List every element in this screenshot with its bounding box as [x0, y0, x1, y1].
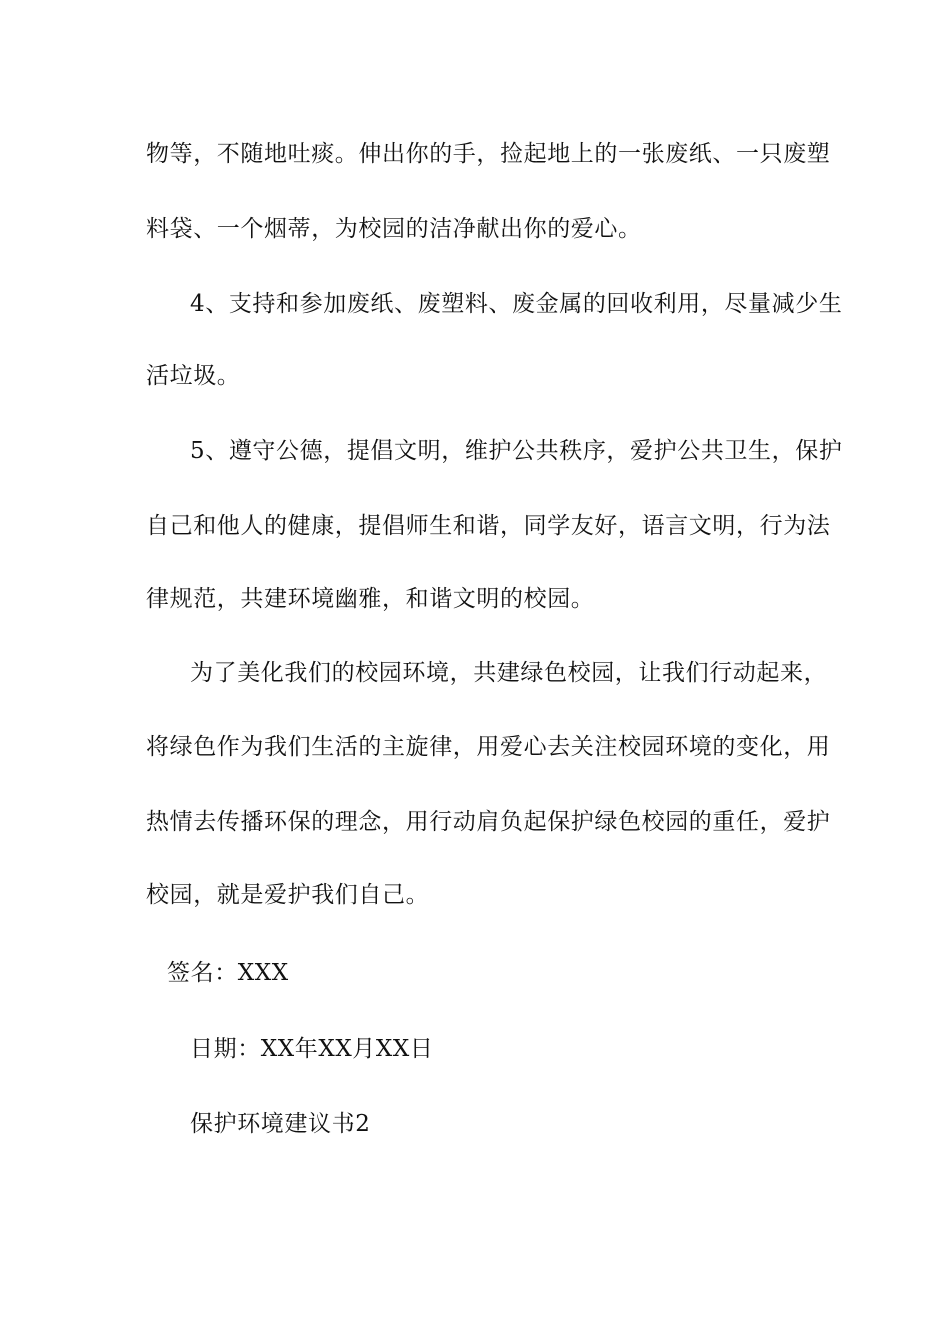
paragraph-line: 将绿色作为我们生活的主旋律，用爱心去关注校园环境的变化，用: [146, 734, 831, 760]
signature-line: 签名：XXX: [167, 960, 289, 986]
paragraph-line: 5、遵守公德，提倡文明，维护公共秩序，爱护公共卫生，保护: [190, 438, 843, 464]
paragraph-line: 自己和他人的健康，提倡师生和谐，同学友好，语言文明，行为法: [146, 513, 831, 539]
paragraph-line: 律规范，共建环境幽雅，和谐文明的校园。: [146, 586, 595, 612]
paragraph-line: 物等，不随地吐痰。伸出你的手，捡起地上的一张废纸、一只废塑: [146, 141, 831, 167]
paragraph-line: 热情去传播环保的理念，用行动肩负起保护绿色校园的重任，爱护: [146, 809, 831, 835]
paragraph-line: 料袋、一个烟蒂，为校园的洁净献出你的爱心。: [146, 216, 642, 242]
paragraph-line: 校园，就是爱护我们自己。: [146, 882, 430, 908]
paragraph-line: 为了美化我们的校园环境，共建绿色校园，让我们行动起来，: [190, 660, 828, 686]
date-line: 日期：XX年XX月XX日: [190, 1036, 434, 1062]
next-section-title: 保护环境建议书2: [190, 1111, 371, 1137]
paragraph-line: 活垃圾。: [146, 363, 241, 389]
paragraph-line: 4、支持和参加废纸、废塑料、废金属的回收利用，尽量减少生: [190, 291, 843, 317]
